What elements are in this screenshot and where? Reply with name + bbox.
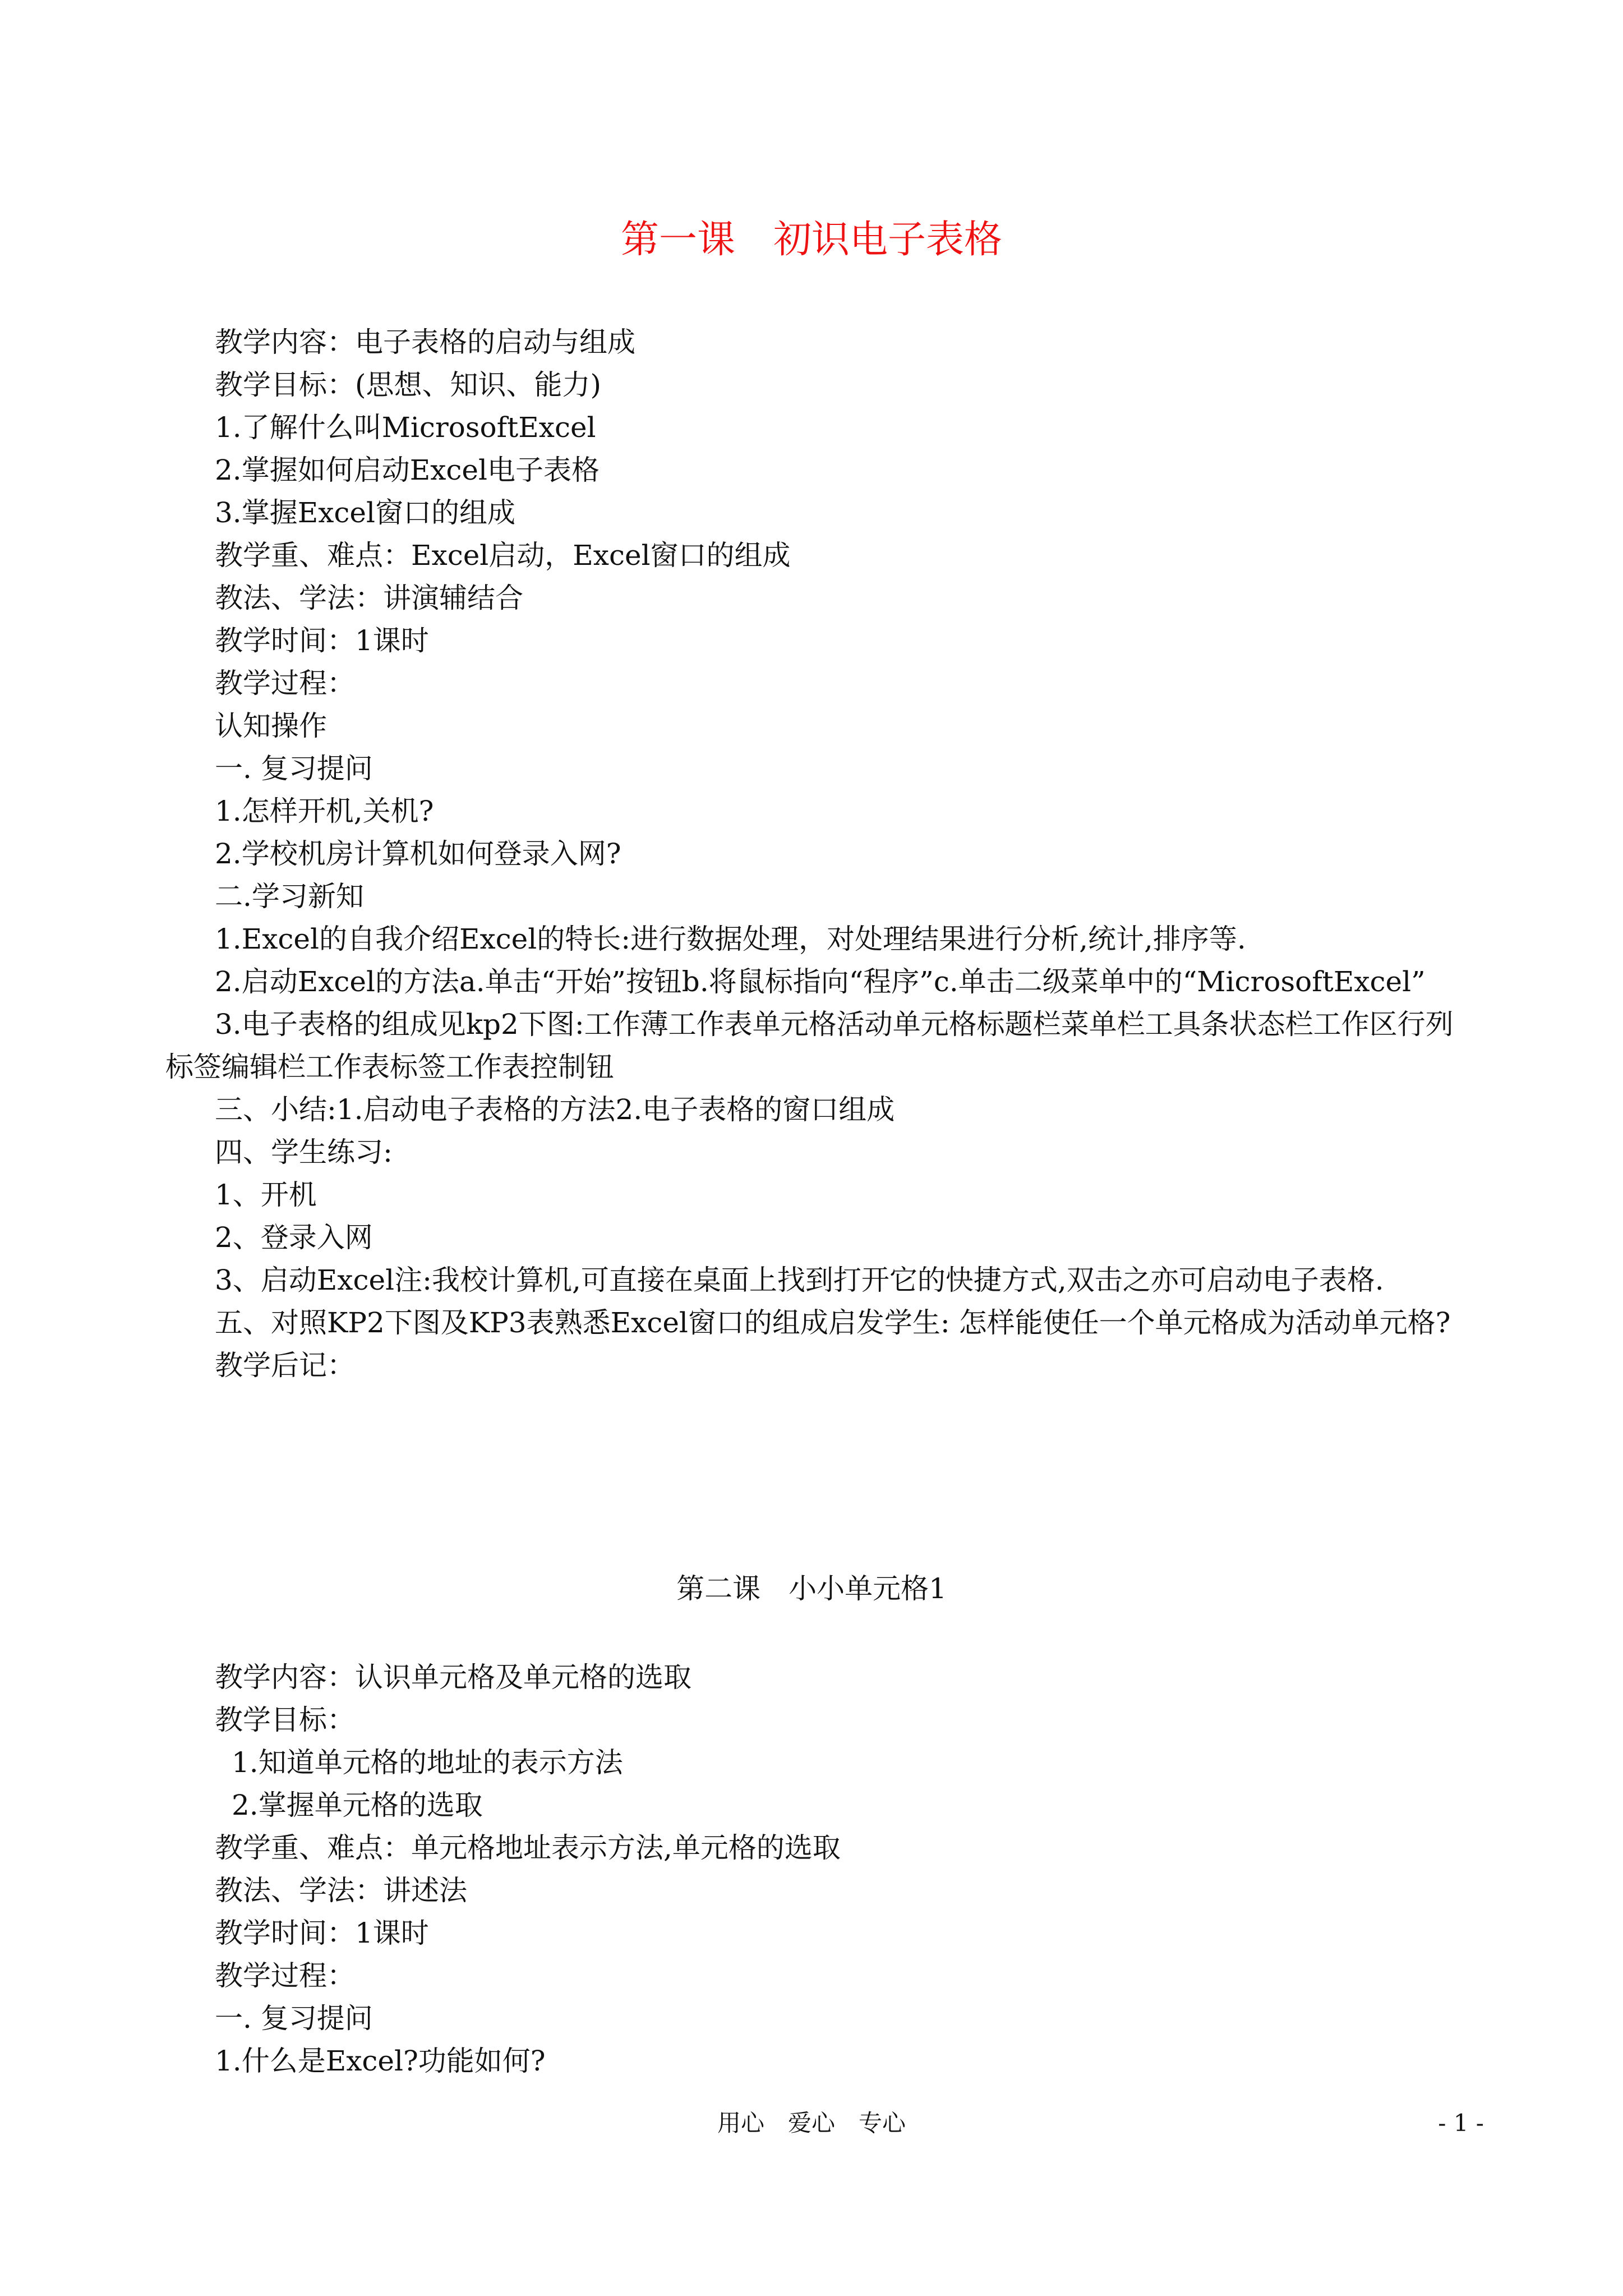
lesson2-body	[165, 1656, 1472, 2082]
lesson1-title: 第一课 初识电子表格	[620, 218, 1002, 262]
lesson2-line: 2.掌握单元格的选取	[232, 1789, 483, 1821]
lesson2-title: 第二课 小小单元格1	[676, 1572, 947, 1605]
lesson1-line: 教学时间：1课时	[215, 624, 429, 657]
lesson1-line: 3.电子表格的组成见kp2下图:工作薄工作表单元格活动单元格标题栏菜单栏工具条状态栏工作区行列标签编辑栏工作表标签工作表控制钮	[165, 1008, 1454, 1083]
lesson1-line: 2.掌握如何启动Excel电子表格	[215, 454, 600, 486]
lesson2-line: 教学过程：	[215, 1959, 355, 1992]
lesson1-line: 3.掌握Excel窗口的组成	[215, 496, 515, 529]
lesson1-line: 2、登录入网	[215, 1221, 373, 1254]
lesson2-line: 教学时间：1课时	[215, 1917, 429, 1949]
lesson2-line: 教学内容：认识单元格及单元格的选取	[215, 1661, 691, 1694]
lesson2-line: 1.什么是Excel?功能如何?	[215, 2045, 546, 2077]
lesson1-line: 教学过程：	[215, 667, 355, 700]
lesson1-line: 教学目标：(思想、知识、能力)	[215, 369, 602, 401]
lesson1-body	[165, 321, 1472, 1387]
footer-motto: 用心 爱心 专心	[717, 2109, 906, 2137]
lesson2-line: 教学重、难点：单元格地址表示方法,单元格的选取	[215, 1832, 841, 1864]
lesson1-line: 一. 复习提问	[215, 752, 373, 785]
lesson1-line: 认知操作	[215, 710, 327, 742]
lesson1-line: 1、开机	[215, 1179, 317, 1211]
lesson1-line: 3、启动Excel注:我校计算机,可直接在桌面上找到打开它的快捷方式,双击之亦可启动电子表格.	[215, 1264, 1384, 1296]
lesson1-line: 教学后记：	[215, 1349, 355, 1382]
lesson1-line: 1.怎样开机,关机?	[215, 795, 434, 827]
lesson1-line: 1.Excel的自我介绍Excel的特长:进行数据处理，对处理结果进行分析,统计,排序等.	[215, 923, 1246, 955]
lesson2-line: 教法、学法：讲述法	[215, 1874, 467, 1907]
lesson1-line: 四、学生练习:	[215, 1136, 393, 1168]
lesson1-line: 2.启动Excel的方法a.单击“开始”按钮b.将鼠标指向“程序”c.单击二级菜单中的“MicrosoftExcel”	[215, 965, 1426, 998]
lesson1-line: 二.学习新知	[215, 880, 364, 913]
lesson1-line: 三、小结:1.启动电子表格的方法2.电子表格的窗口组成	[215, 1093, 895, 1126]
lesson1-line: 1.了解什么叫MicrosoftExcel	[215, 411, 596, 444]
lesson2-line: 1.知道单元格的地址的表示方法	[232, 1746, 623, 1779]
lesson2-line: 一. 复习提问	[215, 2002, 373, 2035]
lesson1-line: 五、对照KP2下图及KP3表熟悉Excel窗口的组成启发学生: 怎样能使任一个单元格成为活动单元格?	[215, 1306, 1451, 1339]
lesson1-line: 2.学校机房计算机如何登录入网?	[215, 838, 621, 870]
lesson1-line: 教法、学法：讲演辅结合	[215, 582, 523, 614]
lesson1-line: 教学内容：电子表格的启动与组成	[215, 326, 635, 358]
lesson1-line: 教学重、难点：Excel启动，Excel窗口的组成	[215, 539, 791, 572]
lesson2-line: 教学目标：	[215, 1704, 355, 1736]
page-number: - 1 -	[1438, 2109, 1484, 2137]
